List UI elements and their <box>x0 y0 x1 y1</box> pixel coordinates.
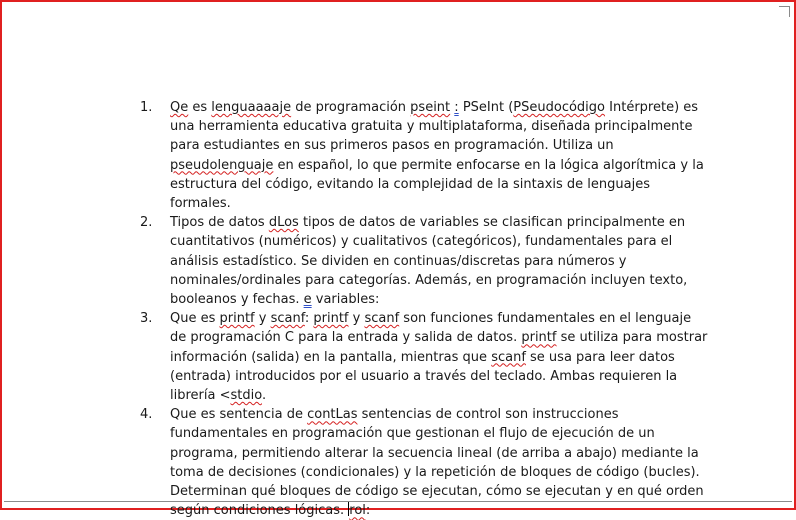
spelling-error-word: pseint <box>410 100 451 115</box>
list-item-text[interactable] <box>170 215 687 307</box>
list-item-number: 3. <box>140 311 153 327</box>
spelling-error-word: PSeudocódigo <box>513 100 606 115</box>
spelling-error-word: contLas <box>307 407 358 423</box>
text-run: : <box>365 503 371 519</box>
spelling-error-word: scanf <box>491 349 526 365</box>
text-run: se usa para leer datos (entrada) introducidos por el usuario a través del teclado. Ambas requieren la librería < <box>170 349 678 404</box>
list-item[interactable] <box>140 309 710 405</box>
numbered-list <box>140 98 710 520</box>
spelling-error-word: printf <box>521 330 557 346</box>
text-run: Que es <box>170 311 220 327</box>
spelling-error-word: pseudolenguaje <box>170 157 274 173</box>
list-item[interactable] <box>140 98 710 213</box>
text-run: en español, lo que permite enfocarse en la lógica algorítmica y la estructura del código, evitando la complejidad de la sintaxis de lenguajes formales. <box>170 157 704 212</box>
list-item-number: 4. <box>140 407 153 423</box>
grammar-error-word: : <box>454 100 459 115</box>
list-item[interactable] <box>140 405 710 520</box>
spelling-error-word: stdio <box>230 388 262 404</box>
text-run: Que es sentencia de <box>170 407 308 423</box>
list-item-number: 2. <box>140 215 153 231</box>
spelling-error-word: lenguaaaaje <box>211 100 292 115</box>
spelling-error-word: printf <box>313 311 349 327</box>
list-item-number: 1. <box>140 100 153 115</box>
text-run: tipos de datos de variables se clasifican principalmente en cuantitativos (numéricos) y cualitativos (categóricos), fundamentales para el análisis estadístico. Se dividen en continuas/discretas para números y nominales/ordinales para categorías. Además, en programación incluyen texto, booleanos y fechas. <box>170 215 688 308</box>
text-run: y <box>348 311 365 327</box>
page-corner-mark <box>779 6 790 17</box>
text-run: son funciones fundamentales en el lenguaje de programación C para la entrada y salida de datos. <box>170 311 692 346</box>
text-run: Intérprete) es una herramienta educativa gratuita y multiplataforma, diseñada principalmente para estudiantes en sus primeros pasos en programación. Utiliza un <box>170 100 699 154</box>
text-run: PSeInt ( <box>458 100 514 115</box>
text-run: variables: <box>311 292 380 308</box>
document-page[interactable] <box>2 2 794 519</box>
page-bottom-rule <box>4 501 792 502</box>
spelling-error-word: printf <box>219 311 255 327</box>
text-run: es <box>188 100 212 115</box>
list-item[interactable] <box>140 213 710 309</box>
text-run: : <box>304 311 314 327</box>
spelling-error-word: dLos <box>268 215 299 231</box>
text-run: de programación <box>291 100 411 115</box>
text-run: y <box>254 311 271 327</box>
grammar-error-word: e <box>303 292 312 308</box>
text-run: . <box>261 388 267 404</box>
list-item-text[interactable] <box>170 100 704 211</box>
text-run: sentencias de control son instrucciones fundamentales en programación que gestionan el flujo de ejecución de un programa, permitiendo alterar la secuencia lineal (de arriba a abajo) mediante la toma de decisiones (condicionales) y la repetición de bloques de código (bucles). Determinan qué bloques de código se ejecutan, cómo se ejecutan y en qué orden según condiciones lógicas. <box>170 407 704 519</box>
text-run: Tipos de datos <box>170 215 269 231</box>
spelling-error-word: rol <box>349 503 366 519</box>
spelling-error-word: Qe <box>170 100 189 115</box>
list-item-text[interactable] <box>170 311 707 403</box>
spelling-error-word: scanf <box>270 311 305 327</box>
text-run: se utiliza para mostrar información (salida) en la pantalla, mientras que <box>170 330 708 365</box>
spelling-error-word: scanf <box>364 311 400 327</box>
